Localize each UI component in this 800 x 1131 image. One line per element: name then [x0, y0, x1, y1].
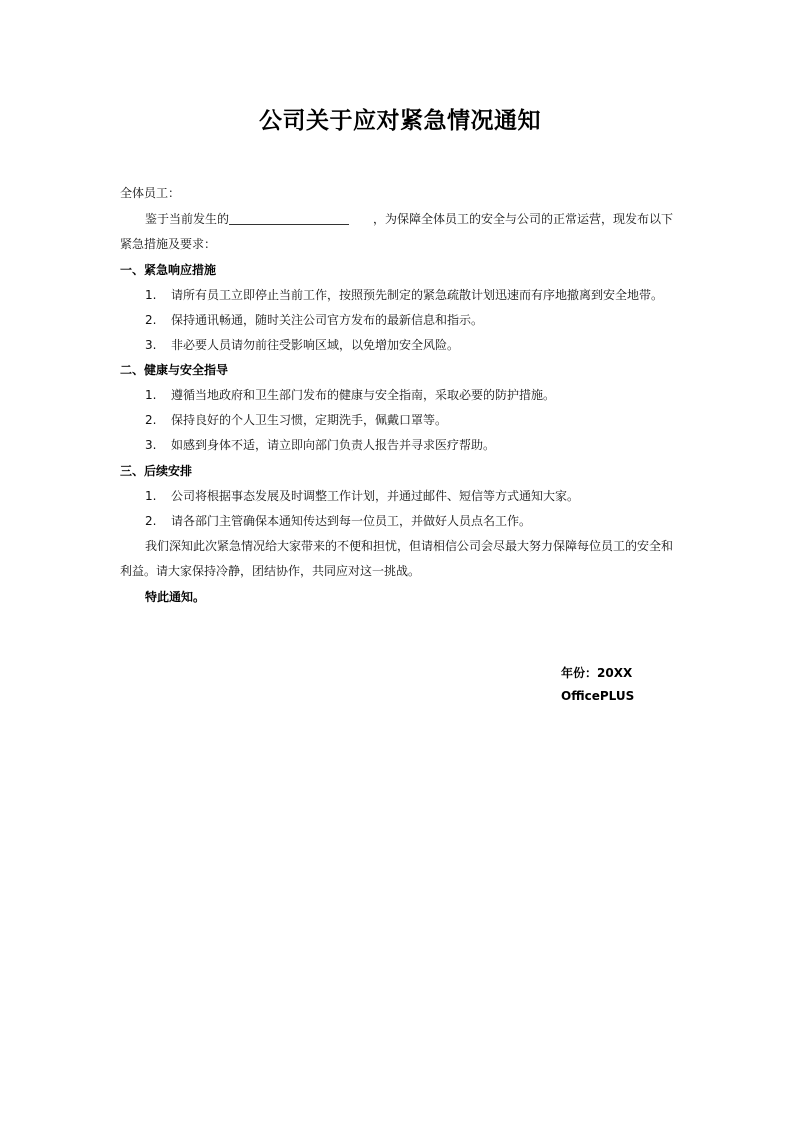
list-item-number: 3. [145, 338, 157, 352]
document-title: 公司关于应对紧急情况通知 [259, 108, 541, 134]
list-item [145, 286, 663, 304]
closing-line-1: 我们深知此次紧急情况给大家带来的不便和担忧，但请相信公司会尽最大努力保障每位员工的安全和 [145, 539, 674, 553]
list-item-text: 如感到身体不适，请立即向部门负责人报告并寻求医疗帮助。 [171, 438, 496, 452]
intro-suffix: ，为保障全体员工的安全与公司的正常运营，现发布以下 [373, 212, 674, 226]
list-item [145, 512, 531, 530]
intro-prefix: 鉴于当前发生的 [145, 212, 230, 226]
list-item [145, 311, 483, 329]
list-item-number: 2. [145, 313, 157, 327]
fill-in-blank [229, 211, 349, 225]
list-item [145, 336, 459, 354]
list-item-number: 1. [145, 288, 157, 302]
list-item-text: 保持良好的个人卫生习惯，定期洗手，佩戴口罩等。 [171, 413, 448, 427]
intro-continuation: 紧急措施及要求： [120, 237, 217, 251]
list-item-text: 公司将根据事态发展及时调整工作计划，并通过邮件、短信等方式通知大家。 [171, 489, 580, 503]
signature-org: OfficePLUS [561, 689, 635, 703]
list-item-number: 2. [145, 413, 157, 427]
list-item [145, 487, 579, 505]
section-heading: 一、紧急响应措施 [120, 263, 217, 277]
list-item-text: 请所有员工立即停止当前工作，按照预先制定的紧急疏散计划迅速而有序地撤离到安全地带。 [171, 288, 664, 302]
section-heading: 三、后续安排 [120, 464, 193, 478]
list-item-number: 1. [145, 388, 157, 402]
list-item [145, 436, 495, 454]
list-item-number: 3. [145, 438, 157, 452]
closing-line-2: 利益。请大家保持冷静，团结协作，共同应对这一挑战。 [120, 564, 421, 578]
list-item-text: 请各部门主管确保本通知传达到每一位员工，并做好人员点名工作。 [171, 514, 532, 528]
signature-date: 年份：20XX [561, 666, 633, 680]
salutation: 全体员工： [120, 186, 181, 200]
intro-line [145, 210, 673, 228]
list-item-text: 保持通讯畅通，随时关注公司官方发布的最新信息和指示。 [171, 313, 484, 327]
section-heading: 二、健康与安全指导 [120, 363, 229, 377]
notice-end: 特此通知。 [145, 590, 206, 604]
list-item-text: 遵循当地政府和卫生部门发布的健康与安全指南，采取必要的防护措施。 [171, 388, 556, 402]
list-item-text: 非必要人员请勿前往受影响区域，以免增加安全风险。 [171, 338, 460, 352]
list-item [145, 386, 555, 404]
list-item-number: 2. [145, 514, 157, 528]
list-item-number: 1. [145, 489, 157, 503]
list-item [145, 411, 447, 429]
